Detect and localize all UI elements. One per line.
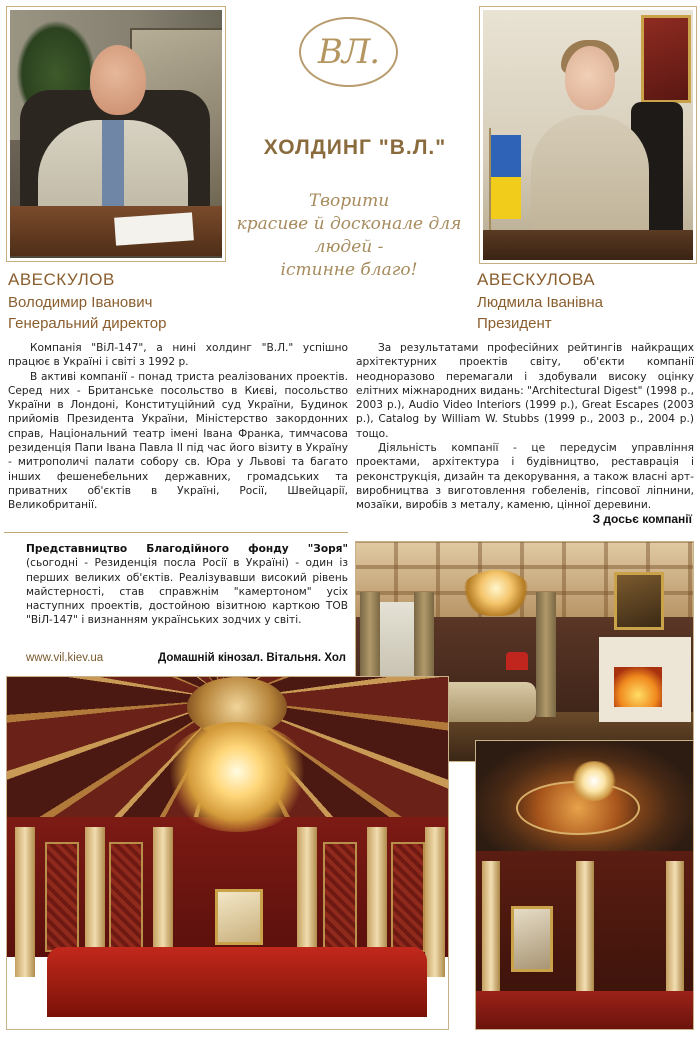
slogan-line-1: Творити (308, 191, 390, 211)
foundation-description: (сьогодні - Резиденція посла Росії в Україні) - один із перших великих об'єктів. Реалізувавши високий рівень майстерності, став справжнім "камертоном" усіх наступних проектів, достойною візитною карткою ТОВ "ВіЛ-147" і визнанням українських зодчих у світі. (26, 557, 348, 627)
slogan (222, 190, 476, 282)
column-right (356, 341, 694, 513)
section-divider (4, 532, 348, 533)
person-left-role: Генеральний директор (8, 315, 167, 332)
dossier-label: З досьє компанії (592, 512, 692, 526)
column-right-paragraph-2: Діяльність компанії - це передусім управління проектами, архітектура і будівництво, реставрація і реконструкція, дизайн та декорування, а також власні арт-виробництва з виготовлення гобеленів, гіпсової ліпнини, мозаїки, виробів з металу, каменю, цінної деревини. (356, 442, 694, 512)
holding-title: ХОЛДИНГ "В.Л." (263, 136, 447, 159)
slogan-line-3: істинне благо! (280, 260, 418, 280)
photo-home-cinema (6, 676, 449, 1030)
portrait-right-frame (479, 6, 697, 264)
company-logo (299, 17, 398, 87)
portrait-left-frame (6, 6, 226, 262)
icon-painting (641, 15, 691, 103)
column-right-paragraph-1: За результатами професійних рейтингів найкращих архітектурних проектів світу, об'єкти компанії неодноразово перемагали і здобували високу оцінку елітних міжнародних видань: "Architectural Digest" (1998 р., 2003 р.), Audio Video Interiors (1999 р.), Great Escapes (2003 р.), Catalog by William W. Stubbs (1999 р., 2003 р., 2004 р.) тощо. (356, 342, 694, 440)
ukraine-flag-icon (491, 135, 521, 177)
photo-hall (475, 740, 694, 1030)
chandelier-icon (162, 722, 312, 832)
column-left-paragraph-1: Компанія "ВіЛ-147", а нині холдинг "В.Л." успішно працює в Україні і світі з 1992 р. (8, 342, 348, 369)
person-left-caption (8, 270, 166, 332)
photo-caption: Домашній кінозал. Вітальня. Хол (158, 652, 346, 664)
column-left-paragraph-2: В активі компанії - понад триста реалізованих проектів. Серед них - Британське посольство в Києві, посольство України в Лондоні, Конституційний суд України, Будинок прийомів Президента України, Міністерство закордонних справ, Національний театр імені Івана Франка, тимчасова резиденція Папи Івана Павла ІІ під час його візиту в Україну - митрополичі палати собору св. Юра у Львові та багато інших фешенебельних державних, громадських та приватних об'єктів в Україні, Росії, Швейцарії, Великобританії. (8, 370, 348, 512)
person-right-caption (477, 270, 603, 332)
portrait-left-photo (10, 10, 222, 258)
person-right-first-name: Людмила Іванівна (477, 294, 603, 311)
foundation-text (26, 542, 348, 628)
person-right-role: Президент (477, 315, 552, 332)
foundation-title: Представництво Благодійного фонду "Зоря" (26, 543, 348, 555)
chandelier-icon (571, 761, 617, 801)
person-right-last-name: АВЕСКУЛОВА (477, 270, 596, 289)
person-left-last-name: АВЕСКУЛОВ (8, 270, 115, 289)
slogan-line-2: красиве й досконале для людей - (236, 214, 462, 257)
portrait-right-photo (483, 10, 693, 260)
column-left (8, 341, 348, 513)
person-left-first-name: Володимир Іванович (8, 294, 153, 311)
logo-text: ВЛ. (317, 32, 380, 72)
chandelier-icon (461, 570, 531, 616)
website-link[interactable]: www.vil.kiev.ua (26, 652, 104, 664)
